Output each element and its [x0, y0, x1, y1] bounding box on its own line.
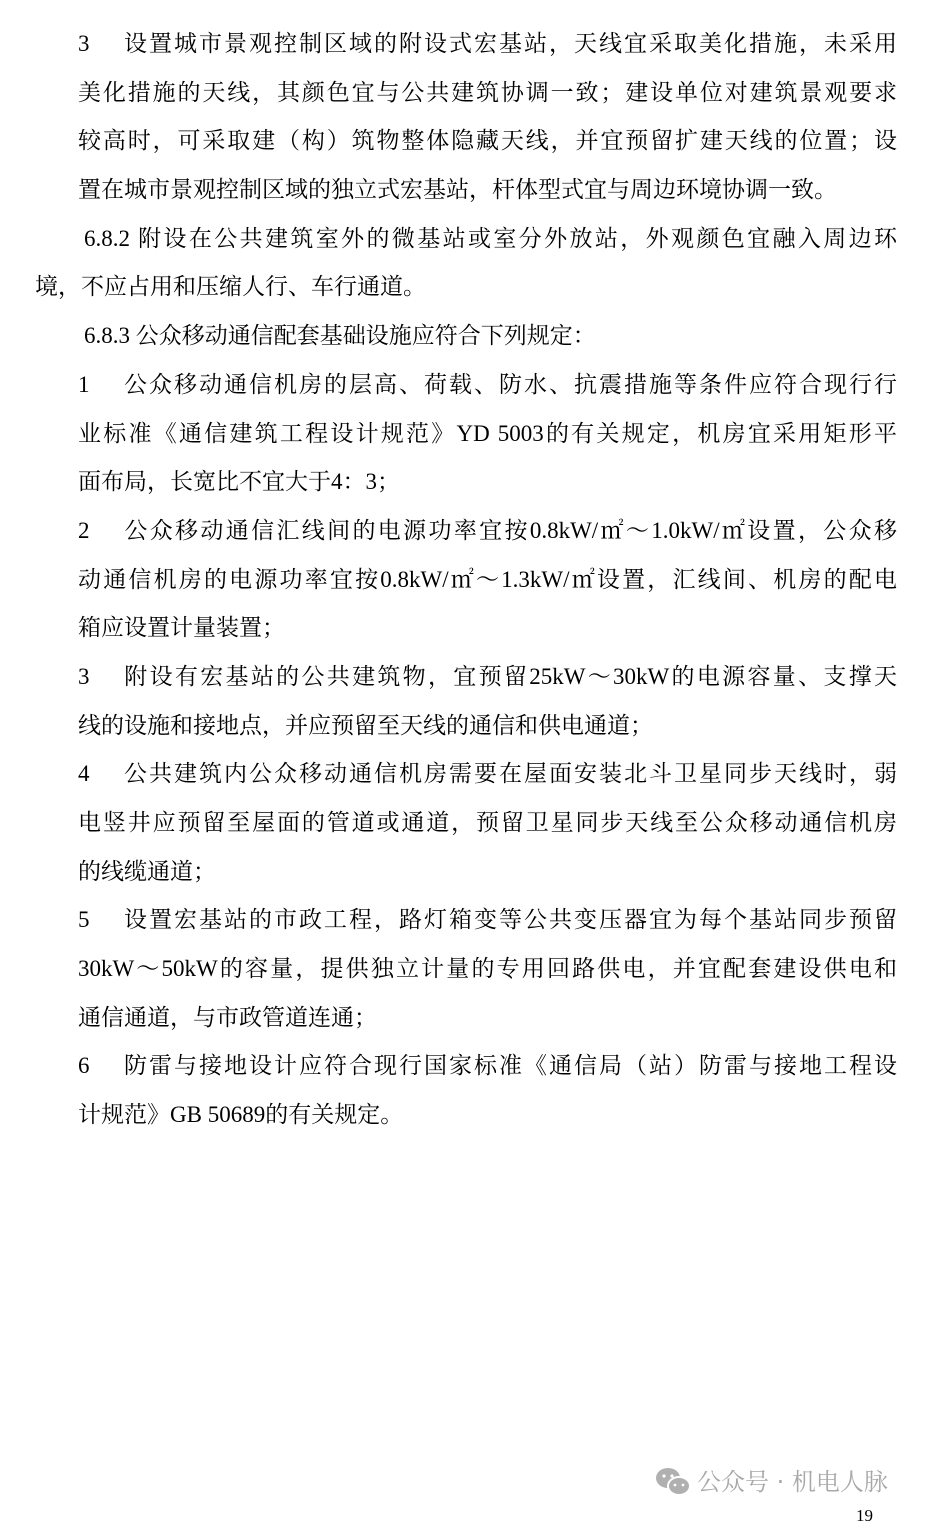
line-text: 的线缆通道； [78, 858, 216, 884]
line-text: 电竖井应预留至屋面的管道或通道，预留卫星同步天线至公众移动通信机房 [78, 810, 897, 835]
item-number: 2 [78, 517, 90, 543]
line-text: 公共建筑内公众移动通信机房需要在屋面安装北斗卫星同步天线时，弱 [122, 761, 897, 787]
item-number: 4 [78, 761, 90, 787]
text-line [84, 312, 897, 361]
text-line [78, 604, 897, 653]
text-line [78, 750, 897, 799]
list-item [0, 750, 935, 896]
list-item [0, 507, 935, 653]
wechat-icon [655, 1467, 691, 1497]
line-text: 箱应设置计量装置； [78, 615, 285, 641]
section-paragraph [0, 215, 935, 312]
item-number: 3 [78, 663, 90, 689]
text-line [78, 507, 897, 556]
line-text: 业标准《通信建筑工程设计规范》YD 5003的有关规定，机房宜采用矩形平 [78, 420, 897, 446]
line-text: 6.8.3 公众移动通信配套基础设施应符合下列规定： [84, 323, 596, 349]
text-line [78, 653, 897, 702]
list-item [0, 20, 935, 215]
line-text: 线的设施和接地点，并应预留至天线的通信和供电通道； [78, 712, 653, 738]
text-line [84, 215, 897, 264]
text-line [78, 166, 897, 215]
line-text: 30kW～50kW的容量，提供独立计量的专用回路供电，并宜配套建设供电和 [78, 956, 897, 982]
line-text: 计规范》GB 50689的有关规定。 [78, 1102, 404, 1128]
line-text: 防雷与接地设计应符合现行国家标准《通信局（站）防雷与接地工程设 [122, 1053, 897, 1079]
text-line [78, 20, 897, 69]
text-line [78, 702, 897, 751]
item-number: 3 [78, 31, 90, 56]
text-line [78, 458, 897, 507]
list-item [0, 653, 935, 750]
text-line [78, 1091, 897, 1140]
text-line [78, 117, 897, 166]
line-text: 6.8.2 附设在公共建筑室外的微基站或室分外放站，外观颜色宜融入周边环 [84, 225, 897, 251]
line-text: 置在城市景观控制区域的独立式宏基站，杆体型式宜与周边环境协调一致。 [78, 177, 837, 203]
item-number: 1 [78, 371, 90, 397]
line-text: 较高时，可采取建（构）筑物整体隐藏天线，并宜预留扩建天线的位置；设 [78, 128, 897, 154]
text-line [78, 848, 897, 897]
text-line [78, 945, 897, 994]
text-line [78, 994, 897, 1043]
text-line [78, 361, 897, 410]
text-line [78, 556, 897, 605]
line-text: 公众移动通信机房的层高、荷载、防水、抗震措施等条件应符合现行行 [122, 371, 897, 397]
section-paragraph [0, 312, 935, 361]
item-number: 5 [78, 907, 90, 933]
list-item [0, 1042, 935, 1139]
list-item [0, 361, 935, 507]
item-number: 6 [78, 1053, 90, 1079]
line-text: 境，不应占用和压缩人行、车行通道。 [35, 274, 426, 300]
text-line [78, 69, 897, 118]
list-item [0, 896, 935, 1042]
line-text: 美化措施的天线，其颜色宜与公共建筑协调一致；建设单位对建筑景观要求 [78, 79, 897, 105]
text-line [78, 410, 897, 459]
line-text: 面布局，长宽比不宜大于4：3； [78, 469, 400, 495]
line-text: 公众移动通信汇线间的电源功率宜按0.8kW/㎡～1.0kW/㎡设置，公众移 [122, 517, 897, 543]
text-line [78, 1042, 897, 1091]
line-text: 设置宏基站的市政工程，路灯箱变等公共变压器宜为每个基站同步预留 [122, 907, 897, 933]
page-number: 19 [856, 1506, 873, 1525]
text-line [78, 896, 897, 945]
line-text: 通信通道，与市政管道连通； [78, 1004, 377, 1030]
watermark [655, 1466, 888, 1498]
text-line [78, 799, 897, 848]
text-line [35, 263, 897, 312]
line-text: 动通信机房的电源功率宜按0.8kW/㎡～1.3kW/㎡设置，汇线间、机房的配电 [78, 566, 897, 592]
line-text: 附设有宏基站的公共建筑物，宜预留25kW～30kW的电源容量、支撑天 [122, 663, 897, 689]
watermark-text: 公众号 · 机电人脉 [697, 1468, 888, 1496]
line-text: 设置城市景观控制区域的附设式宏基站，天线宜采取美化措施，未采用 [122, 31, 897, 56]
document-body [0, 20, 935, 1140]
